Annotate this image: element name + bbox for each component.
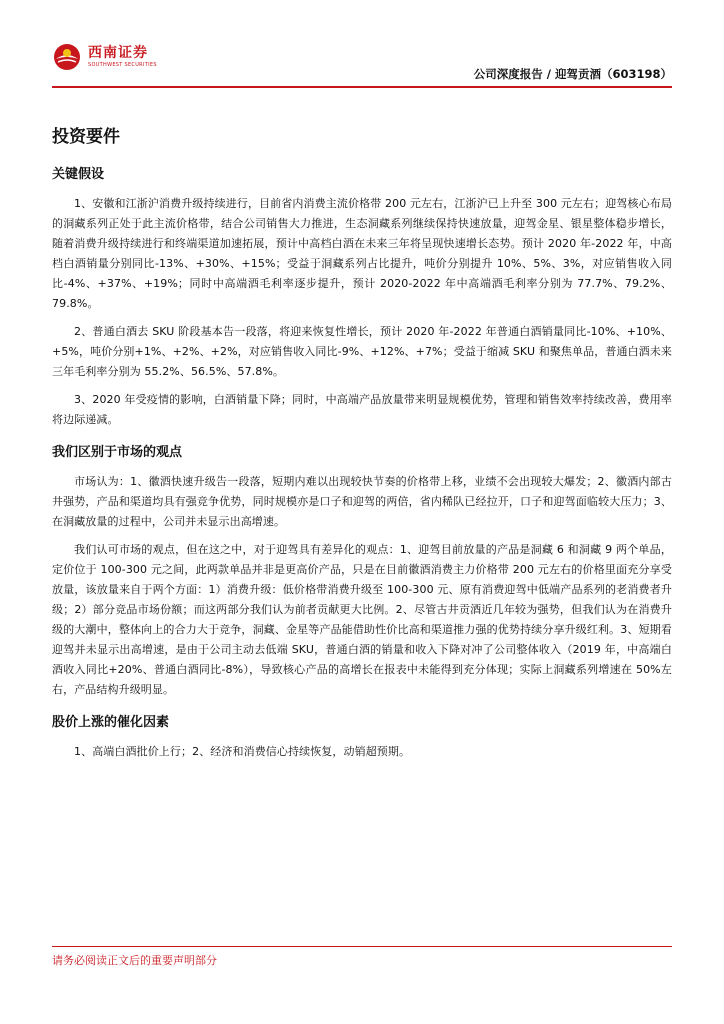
logo-english-name: SOUTHWEST SECURITIES [88,62,157,68]
company-logo [52,42,157,72]
footer-disclaimer: 请务必阅读正文后的重要声明部分 [52,954,217,967]
main-content [52,125,672,770]
page-heading: 投资要件 [52,127,120,147]
paragraph: 2、普通白酒去 SKU 阶段基本告一段落，将迎来恢复性增长，预计 2020 年-2022 年普通白酒销量同比-10%、+10%、+5%，吨价分别+1%、+2%、+2%，对应销售收入同比-9%、+12%、+7%；受益于缩减 SKU 和聚焦单品，普通白酒未来三年毛利率分别为 55.2%、56.5%、57.8%。 [52,325,672,378]
paragraph: 市场认为：1、徽酒快速升级告一段落，短期内难以出现较快节奏的价格带上移，业绩不会出现较大爆发；2、徽酒内部古井强势，产品和渠道均具有强竞争优势，同时规模亦是口子和迎驾的两倍，省内稀队已经拉开，口子和迎驾面临较大压力；3、在洞藏放量的过程中，公司并未显示出高增速。 [52,475,672,528]
logo-chinese-name: 西南证券 [88,45,148,61]
paragraph: 1、高端白酒批价上行；2、经济和消费信心持续恢复，动销超预期。 [74,745,411,758]
header-divider [52,86,672,88]
paragraph: 3、2020 年受疫情的影响，白酒销量下降；同时，中高端产品放量带来明显规模优势，管理和销售效率持续改善，费用率将边际递减。 [52,393,672,426]
report-title: 公司深度报告 / 迎驾贡酒（603198） [473,67,672,81]
logo-mark-icon [52,42,82,72]
footer-divider [52,946,672,947]
section-title-catalysts: 股价上涨的催化因素 [52,715,170,730]
paragraph: 我们认可市场的观点，但在这之中，对于迎驾具有差异化的观点：1、迎驾目前放量的产品是洞藏 6 和洞藏 9 两个单品，定价位于 100-300 元之间，此两款单品并非是更高价产品，只是在目前徽酒消费主力价格带 200 元左右的价格里面充分享受放量，该放量来自于两个方面：1）消费升级：低价格带消费升级至 100-300 元、原有消费迎驾中低端产品系列的老消费者升级；2）部分竞品市场份额；而这两部分我们认为前者贡献更大比例。2、尽管古井贡酒近几年较为强势，但我们认为在消费升级的大潮中，整体向上的合力大于竞争，洞藏、金星等产品能借助性价比高和渠道推力强的优势持续分享升级红利。3、短期看迎驾并未显示出高增速，是由于公司主动去低端 SKU，普通白酒的销量和收入下降对冲了公司整体收入（2019 年，中高端白酒收入同比+20%、普通白酒同比-8%），导致核心产品的高增长在报表中未能得到充分体现；实际上洞藏系列增速在 50%左右，产品结构升级明显。 [52,543,672,696]
section-title-differentiated-view: 我们区别于市场的观点 [52,445,183,460]
section-title-key-assumptions: 关键假设 [52,167,105,182]
page-header [52,42,672,86]
paragraph: 1、安徽和江浙沪消费升级持续进行，目前省内消费主流价格带 200 元左右，江浙沪已上升至 300 元左右；迎驾核心布局的洞藏系列正处于此主流价格带，结合公司销售大力推进，生态洞藏系列继续保持快速放量，迎驾金星、银星整体稳步增长，随着消费升级持续进行和终端渠道加速拓展，预计中高档白酒在未来三年将呈现快速增长态势。预计 2020 年-2022 年，中高档白酒销量分别同比-13%、+30%、+15%；受益于洞藏系列占比提升，吨价分别提升 10%、5%、3%，对应销售收入同比-4%、+37%、+19%；同时中高端酒毛利率逐步提升，预计 2020-2022 年中高端酒毛利率分别为 77.7%、79.2%、79.8%。 [52,197,672,310]
logo-text [88,45,157,69]
